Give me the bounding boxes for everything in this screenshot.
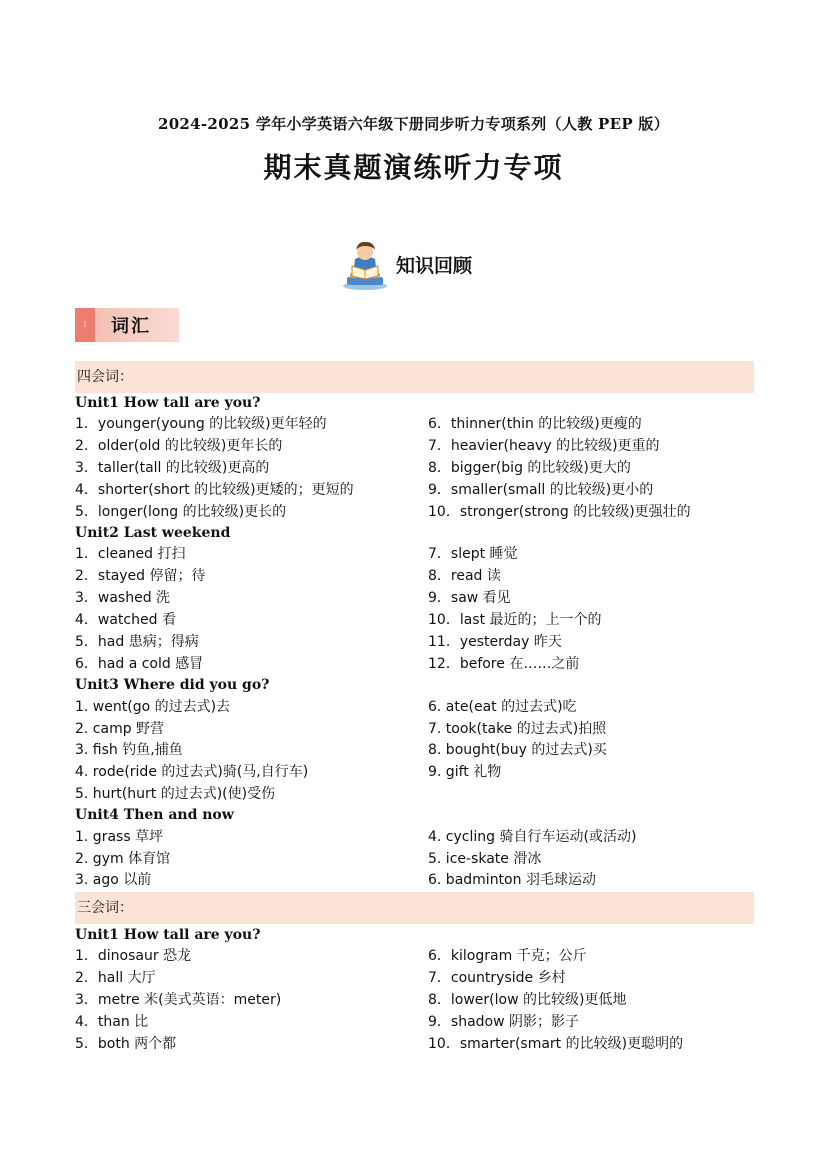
word-item: 10．stronger(strong 的比较级)更强壮的	[428, 504, 691, 520]
word-item: 9．smaller(small 的比较级)更小的	[428, 482, 654, 498]
unit-heading: Unit4 Then and now	[75, 807, 234, 823]
word-item: 11．yesterday 昨天	[428, 634, 562, 650]
vocabulary-section-tab	[75, 308, 179, 342]
page-title: 期末真题演练听力专项	[263, 151, 564, 184]
word-item: 4．than 比	[75, 1014, 149, 1030]
word-item: 1．younger(young 的比较级)更年轻的	[75, 416, 327, 432]
word-item: 8．lower(low 的比较级)更低地	[428, 992, 627, 1008]
word-item: 7．heavier(heavy 的比较级)更重的	[428, 438, 660, 454]
word-item: 6．had a cold 感冒	[75, 656, 204, 672]
word-item: 6. badminton 羽毛球运动	[428, 872, 596, 888]
knowledge-review-label: 知识回顾	[396, 254, 473, 277]
word-item: 2. gym 体育馆	[75, 851, 171, 867]
word-item: 7．slept 睡觉	[428, 546, 518, 562]
word-item: 7．countryside 乡村	[428, 970, 566, 986]
word-item: 1．cleaned 打扫	[75, 546, 186, 562]
word-item: 5．had 患病；得病	[75, 634, 199, 650]
word-item: 5．longer(long 的比较级)更长的	[75, 504, 287, 520]
three-skill-words-band: 三会词：	[75, 892, 754, 924]
word-item: 10．last 最近的；上一个的	[428, 612, 602, 628]
unit-heading: Unit1 How tall are you?	[75, 395, 261, 411]
word-item: 1. grass 草坪	[75, 829, 164, 845]
word-item: 6．kilogram 千克；公斤	[428, 948, 587, 964]
word-item: 3．taller(tall 的比较级)更高的	[75, 460, 270, 476]
word-item: 3. fish 钓鱼,捕鱼	[75, 742, 183, 758]
word-item: 3．washed 洗	[75, 590, 171, 606]
word-item: 2．hall 大厅	[75, 970, 156, 986]
word-item: 6. ate(eat 的过去式)吃	[428, 699, 577, 715]
vocabulary-label: 词汇	[111, 316, 151, 337]
word-item: 2．stayed 停留；待	[75, 568, 206, 584]
word-item: 2. camp 野营	[75, 721, 165, 737]
word-item: 8．read 读	[428, 568, 501, 584]
word-item: 10．smarter(smart 的比较级)更聪明的	[428, 1036, 684, 1052]
word-item: 4. cycling 骑自行车运动(或活动)	[428, 829, 637, 845]
reading-boy-icon	[338, 237, 392, 291]
word-item: 5. hurt(hurt 的过去式)(使)受伤	[75, 786, 276, 802]
unit-heading: Unit3 Where did you go?	[75, 677, 270, 693]
word-item: 9．shadow 阴影；影子	[428, 1014, 580, 1030]
word-item: 3. ago 以前	[75, 872, 152, 888]
four-skill-words-band: 四会词：	[75, 361, 754, 393]
word-item: 5. ice-skate 滑冰	[428, 851, 542, 867]
knowledge-review-heading	[338, 236, 472, 292]
word-item: 6．thinner(thin 的比较级)更瘦的	[428, 416, 642, 432]
unit-heading: Unit1 How tall are you?	[75, 927, 261, 943]
word-item: 9. gift 礼物	[428, 764, 502, 780]
word-item: 7. took(take 的过去式)拍照	[428, 721, 607, 737]
section-marker-icon: ⁞	[75, 308, 95, 342]
word-item: 5．both 两个都	[75, 1036, 177, 1052]
word-item: 9．saw 看见	[428, 590, 511, 606]
word-item: 8. bought(buy 的过去式)买	[428, 742, 607, 758]
word-item: 4．watched 看	[75, 612, 176, 628]
word-item: 1. went(go 的过去式)去	[75, 699, 231, 715]
word-item: 4. rode(ride 的过去式)骑(马,自行车)	[75, 764, 309, 780]
word-item: 8．bigger(big 的比较级)更大的	[428, 460, 631, 476]
word-item: 1．dinosaur 恐龙	[75, 948, 192, 964]
unit-heading: Unit2 Last weekend	[75, 525, 231, 541]
word-item: 4．shorter(short 的比较级)更矮的；更短的	[75, 482, 354, 498]
word-item: 2．older(old 的比较级)更年长的	[75, 438, 283, 454]
series-subtitle: 2024-2025 学年小学英语六年级下册同步听力专项系列（人教 PEP 版）	[157, 115, 670, 133]
word-item: 3．metre 米(美式英语：meter)	[75, 992, 282, 1008]
word-item: 12．before 在……之前	[428, 656, 580, 672]
